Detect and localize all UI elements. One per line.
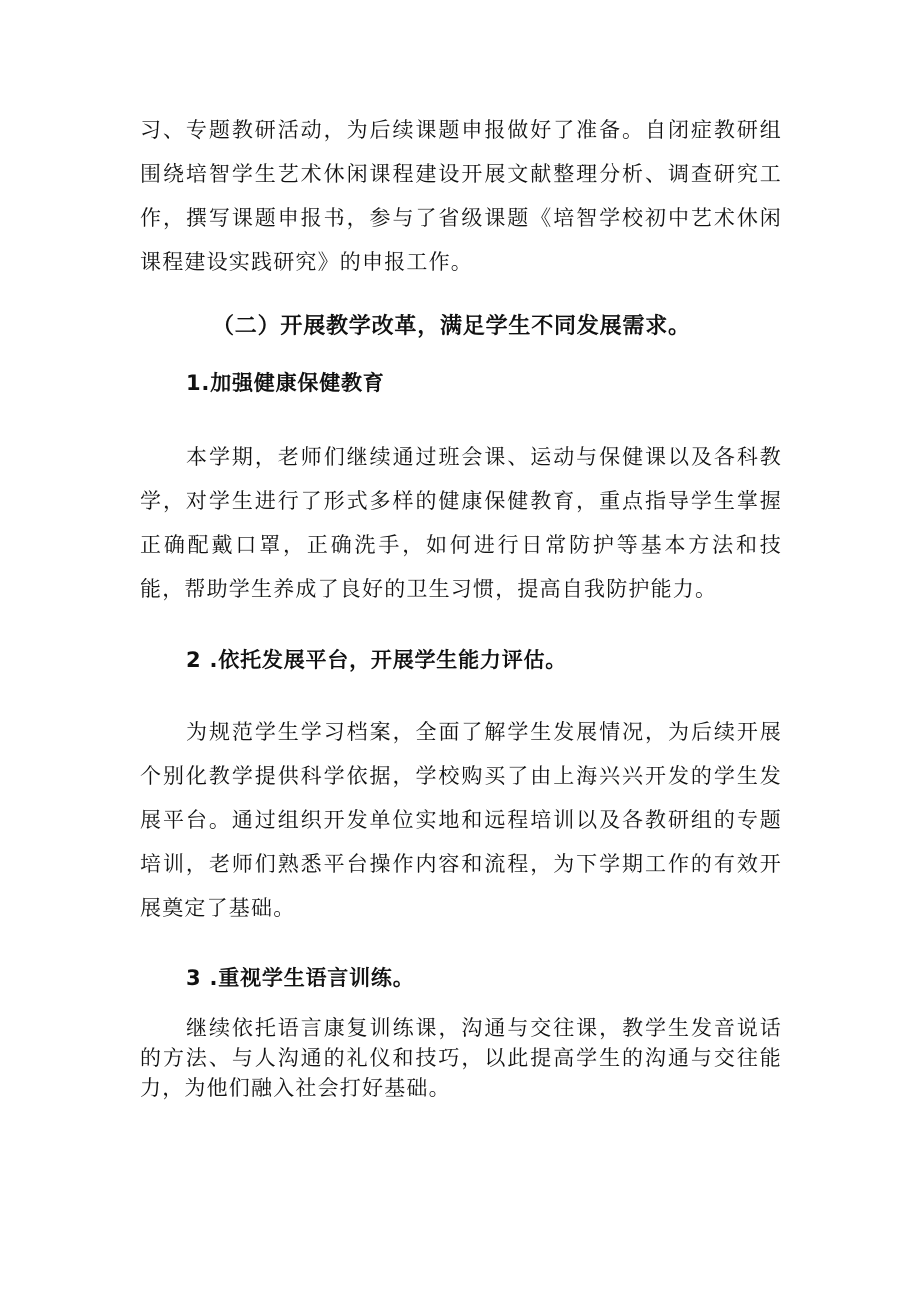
- section-heading: （二）开展教学改革，满足学生不同发展需求。: [212, 314, 691, 339]
- item2-paragraph: 为规范学生学习档案，全面了解学生发展情况，为后续开展个别化教学提供科学依据，学校购买了由上海兴兴开发的学生发展平台。通过组织开发单位实地和远程培训以及各教研组的专题培训，老师们熟悉平台操作内容和流程，为下学期工作的有效开展奠定了基础。: [140, 720, 782, 920]
- intro-paragraph: 习、专题教研活动，为后续课题申报做好了准备。自闭症教研组围绕培智学生艺术休闲课程建设开展文献整理分析、调查研究工作，撰写课题申报书，参与了省级课题《培智学校初中艺术休闲课程建设实践研究》的申报工作。: [140, 118, 782, 274]
- item2-heading: 2 .依托发展平台，开展学生能力评估。: [186, 648, 568, 672]
- item3-paragraph: 继续依托语言康复训练课，沟通与交往课，教学生发音说话的方法、与人沟通的礼仪和技巧，以此提高学生的沟通与交往能力，为他们融入社会打好基础。: [140, 1016, 782, 1100]
- item3-heading: 3 .重视学生语言训练。: [186, 966, 415, 990]
- item1-heading: 1.加强健康保健教育: [186, 371, 385, 395]
- item1-paragraph: 本学期，老师们继续通过班会课、运动与保健课以及各科教学，对学生进行了形式多样的健康保健教育，重点指导学生掌握正确配戴口罩，正确洗手，如何进行日常防护等基本方法和技能，帮助学生养成了良好的卫生习惯，提高自我防护能力。: [140, 445, 782, 601]
